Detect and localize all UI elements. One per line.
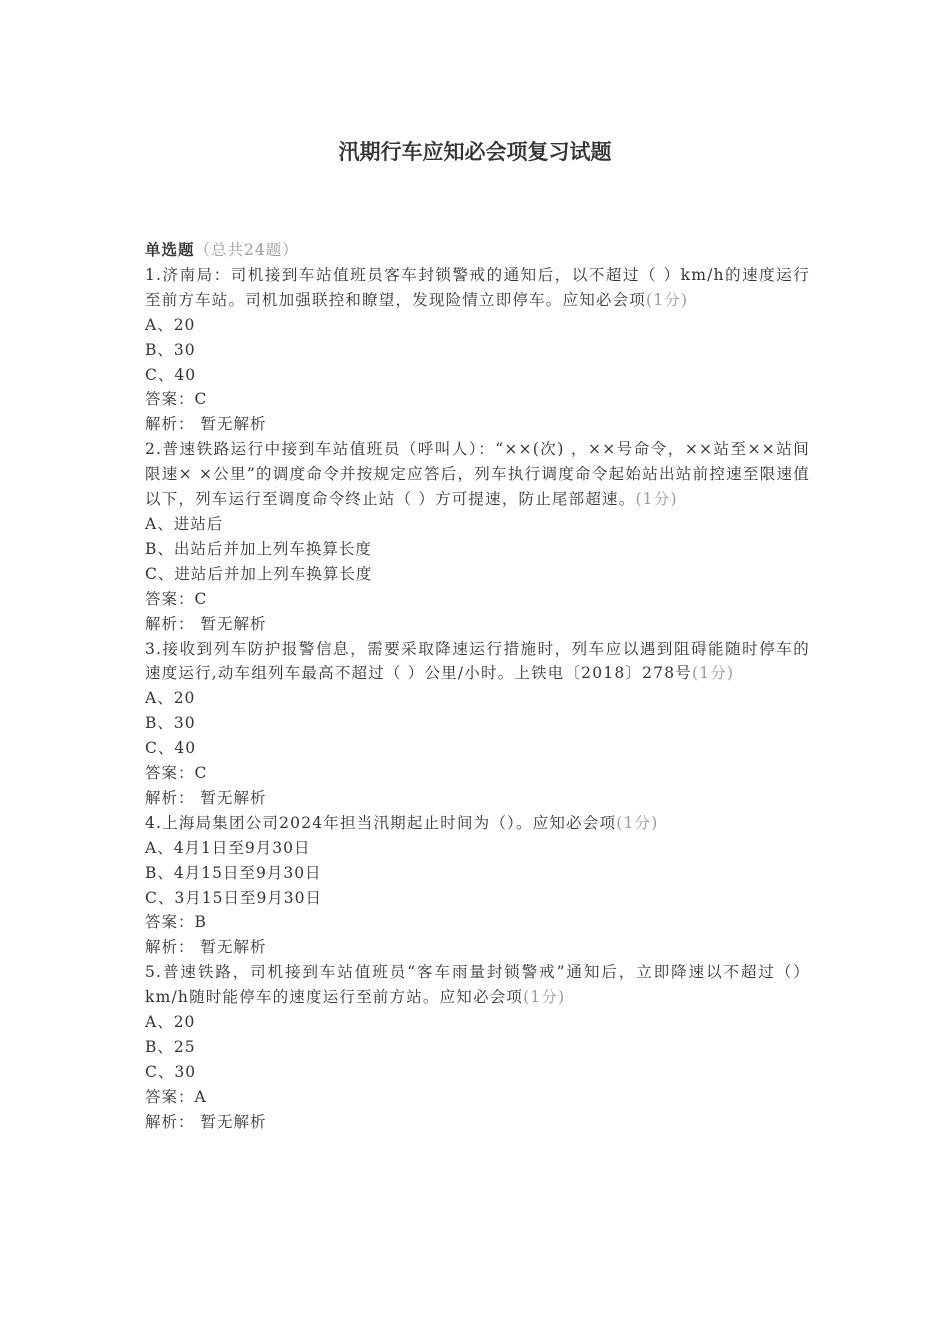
option-c: C、进站后并加上列车换算长度 [145, 564, 373, 583]
option-b: B、25 [145, 1038, 196, 1056]
option-b: B、30 [145, 340, 196, 359]
question-score: (1分) [692, 664, 735, 683]
section-count-note: （总共24题） [194, 241, 299, 259]
answer-label: 答案： [145, 764, 195, 783]
document-content [145, 238, 810, 1135]
option-a: A、进站后 [145, 514, 224, 533]
question-body: 普速铁路运行中接到车站值班员（呼叫人）：“××(次) ，××号命令，××站至××站间限速× ×公里”的调度命令并按规定应答后，列车执行调度命令起始站出站前控速至限速值以下，列车运行至调度命令终止站（ ）方可提速，防止尾部超速。 [145, 440, 810, 509]
answer-value: C [194, 589, 208, 608]
question-text [145, 637, 810, 687]
option-c: C、40 [145, 365, 197, 384]
answer-value: A [194, 1087, 207, 1106]
option-a: A、20 [145, 689, 196, 708]
explanation-value: 暂无解析 [200, 415, 267, 434]
explanation-label: 解析： [145, 1112, 195, 1131]
question-block [145, 437, 810, 636]
question-number: 5. [145, 963, 163, 982]
option-a: A、4月1日至9月30日 [145, 838, 311, 857]
explanation-label: 解析： [145, 788, 195, 807]
question-number: 3. [145, 639, 163, 658]
question-block [145, 811, 810, 960]
answer-label: 答案： [145, 589, 195, 608]
answer-label: 答案： [145, 390, 195, 409]
option-c: C、40 [145, 739, 197, 758]
question-body: 上海局集团公司2024年担当汛期起止时间为（）。应知必会项 [162, 813, 617, 832]
explanation-value: 暂无解析 [200, 1112, 267, 1131]
answer-label: 答案： [145, 1087, 195, 1106]
answer-value: B [194, 913, 207, 932]
question-score: (1分) [646, 290, 689, 309]
option-c: C、30 [145, 1062, 197, 1081]
question-score: (1分) [523, 988, 566, 1007]
question-block [145, 263, 810, 437]
question-text [145, 960, 810, 1010]
explanation-value: 暂无解析 [200, 788, 267, 807]
answer-line [145, 1085, 810, 1110]
question-text [145, 437, 810, 512]
answer-line [145, 587, 810, 612]
document-title: 汛期行车应知必会项复习试题 [338, 139, 612, 164]
answer-line [145, 910, 810, 935]
option-a: A、20 [145, 315, 196, 334]
question-number: 2. [145, 440, 163, 459]
explanation-value: 暂无解析 [200, 938, 267, 957]
question-block [145, 960, 810, 1134]
answer-line [145, 761, 810, 786]
explanation-line [145, 612, 810, 637]
explanation-line [145, 412, 810, 437]
explanation-value: 暂无解析 [200, 614, 267, 633]
section-heading [145, 238, 810, 263]
option-b: B、30 [145, 714, 196, 733]
answer-value: C [194, 390, 208, 409]
question-score: (1分) [635, 490, 678, 509]
option-b: B、4月15日至9月30日 [145, 863, 322, 882]
explanation-line [145, 786, 810, 811]
explanation-label: 解析： [145, 938, 195, 957]
question-number: 4. [145, 813, 163, 832]
question-number: 1. [145, 265, 163, 284]
option-c: C、3月15日至9月30日 [145, 888, 323, 907]
question-text [145, 263, 810, 313]
option-b: B、出站后并加上列车换算长度 [145, 539, 372, 558]
answer-value: C [194, 764, 208, 783]
question-score: (1分) [616, 813, 659, 832]
question-block [145, 637, 810, 811]
option-a: A、20 [145, 1013, 196, 1032]
question-body: 普速铁路，司机接到车站值班员“客车雨量封锁警戒”通知后，立即降速以不超过（）km/h随时能停车的速度运行至前方站。应知必会项 [145, 963, 810, 1007]
section-label: 单选题 [145, 240, 195, 259]
answer-line [145, 387, 810, 412]
question-body: 济南局：司机接到车站值班员客车封锁警戒的通知后，以不超过（ ）km/h的速度运行至前方车站。司机加强联控和瞭望，发现险情立即停车。应知必会项 [145, 265, 810, 309]
question-body: 接收到列车防护报警信息，需要采取降速运行措施时，列车应以遇到阻碍能随时停车的速度运行,动车组列车最高不超过（ ）公里/小时。上铁电〔2018〕278号 [145, 639, 810, 683]
explanation-line [145, 1110, 810, 1135]
explanation-label: 解析： [145, 614, 195, 633]
explanation-line [145, 935, 810, 960]
explanation-label: 解析： [145, 415, 195, 434]
answer-label: 答案： [145, 913, 195, 932]
question-text [145, 811, 810, 836]
